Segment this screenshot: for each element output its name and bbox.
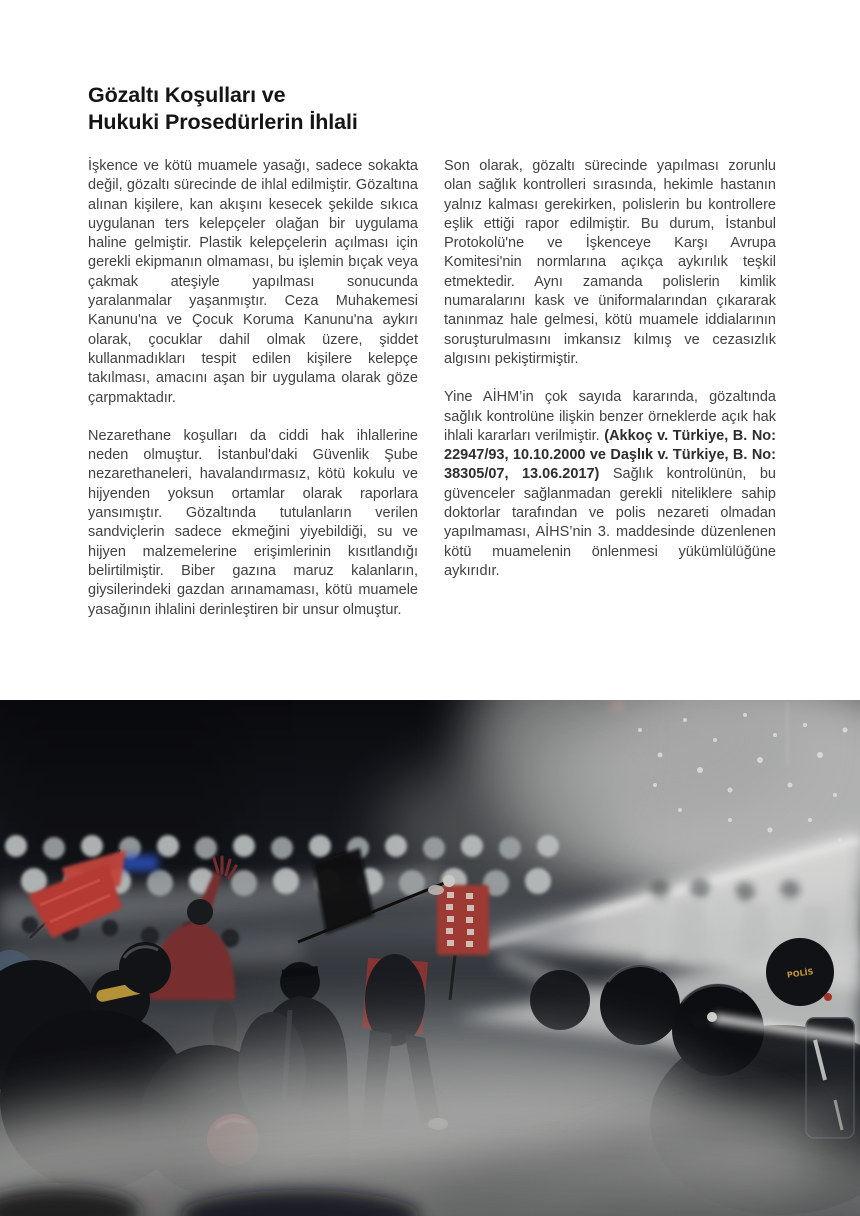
article-column-right <box>444 157 776 600</box>
paragraph <box>88 157 418 408</box>
paragraph-text: Yine AİHM’in çok sayıda kararında, gözaltında sağlık kontrolüne ilişkin benzer örneklerde açık hak ihlali kararları verilmiştir. <box>444 389 776 444</box>
paragraph-text: İşkence ve kötü muamele yasağı, sadece sokakta değil, gözaltı sürecinde de ihlal edilmiştir. Gözaltına alınan kişilere, kan akışını kesecek şekilde sıkıca uygulanan ters kelepçeler olağan bir uygulama haline gelmiştir. Plastik kelepçelerin açılması için gerekli ekipmanın olmaması, bu işlemin bıçak veya çakmak ateşiyle yapılması sonucunda yaralanmalar yaşanmıştır. Ceza Muhakemesi Kanunu'na ve Çocuk Koruma Kanunu'na aykırı olarak, çocuklar dahil olmak üzere, şiddet kullanmadıkları tespit edilen kişilere kelepçe takılması, amacını aşan bir uygulama olarak göze çarpmaktadır. <box>88 158 418 406</box>
article-column-left <box>88 157 418 639</box>
paragraph-text: Nezarethane koşulları da ciddi hak ihlallerine neden olmuştur. İstanbul'daki Güvenlik Şube nezarethaneleri, havalandırmasız, kötü kokulu ve hijyenden yoksun ortamlar olarak raporlara yansımıştır. Gözaltında tutulanların verilen sandviçlerin sadece ekmeğini yiyebildiği, su ve hijyen malzemelerine erişimlerinin kısıtlandığı belirtilmiştir. Biber gazına maruz kalanların, giysilerindeki gazdan arınamaması, kötü muamele yasağının ihlalini derinleştiren bir unsur olmuştur. <box>88 427 418 618</box>
paragraph-text: Son olarak, gözaltı sürecinde yapılması zorunlu olan sağlık kontrolleri sırasında, hekimle hastanın yalnız kalması gerekirken, polislerin bu kontrollere eşlik ettiği rapor edilmiştir. Bu durum, İstanbul Protokolü'ne ve İşkenceye Karşı Avrupa Komitesi'nin normlarına açıkça aykırılık teşkil etmektedir. Aynı zamanda polislerin kimlik numaralarını kask ve üniformalarından çıkararak tanınmaz hale gelmesi, kötü muamele iddialarının soruşturulmasını imkansız kılmış ve cezasızlık algısını pekiştirmiştir. <box>444 158 776 367</box>
page-title-line2: Hukuki Prosedürlerin İhlali <box>88 110 358 134</box>
case-citation-bold: (Akkoç v. Türkiye, B. No: 22947/93, 10.10.2000 ve Daşlık v. Türkiye, B. No: 38305/07, 13.06.2017) <box>444 427 776 483</box>
paragraph <box>444 388 776 581</box>
paragraph-text: Sağlık kontrolünün, bu güvenceler sağlanmadan gerekli niteliklere sahip doktorlar tarafından ve polis nezareti olmadan yapılmaması, AİHS’nin 3. maddesinde düzenlenen kötü muamelenin önlenmesi yükümlülüğüne aykırıdır. <box>444 466 776 579</box>
paragraph <box>444 157 776 369</box>
page-title-line1: Gözaltı Koşulları ve <box>88 83 286 107</box>
protest-photo <box>0 700 860 1216</box>
paragraph <box>88 427 418 620</box>
page-title <box>88 82 508 136</box>
police-jacket-text: POLİS <box>786 967 814 980</box>
tone-overlay <box>0 700 860 1216</box>
